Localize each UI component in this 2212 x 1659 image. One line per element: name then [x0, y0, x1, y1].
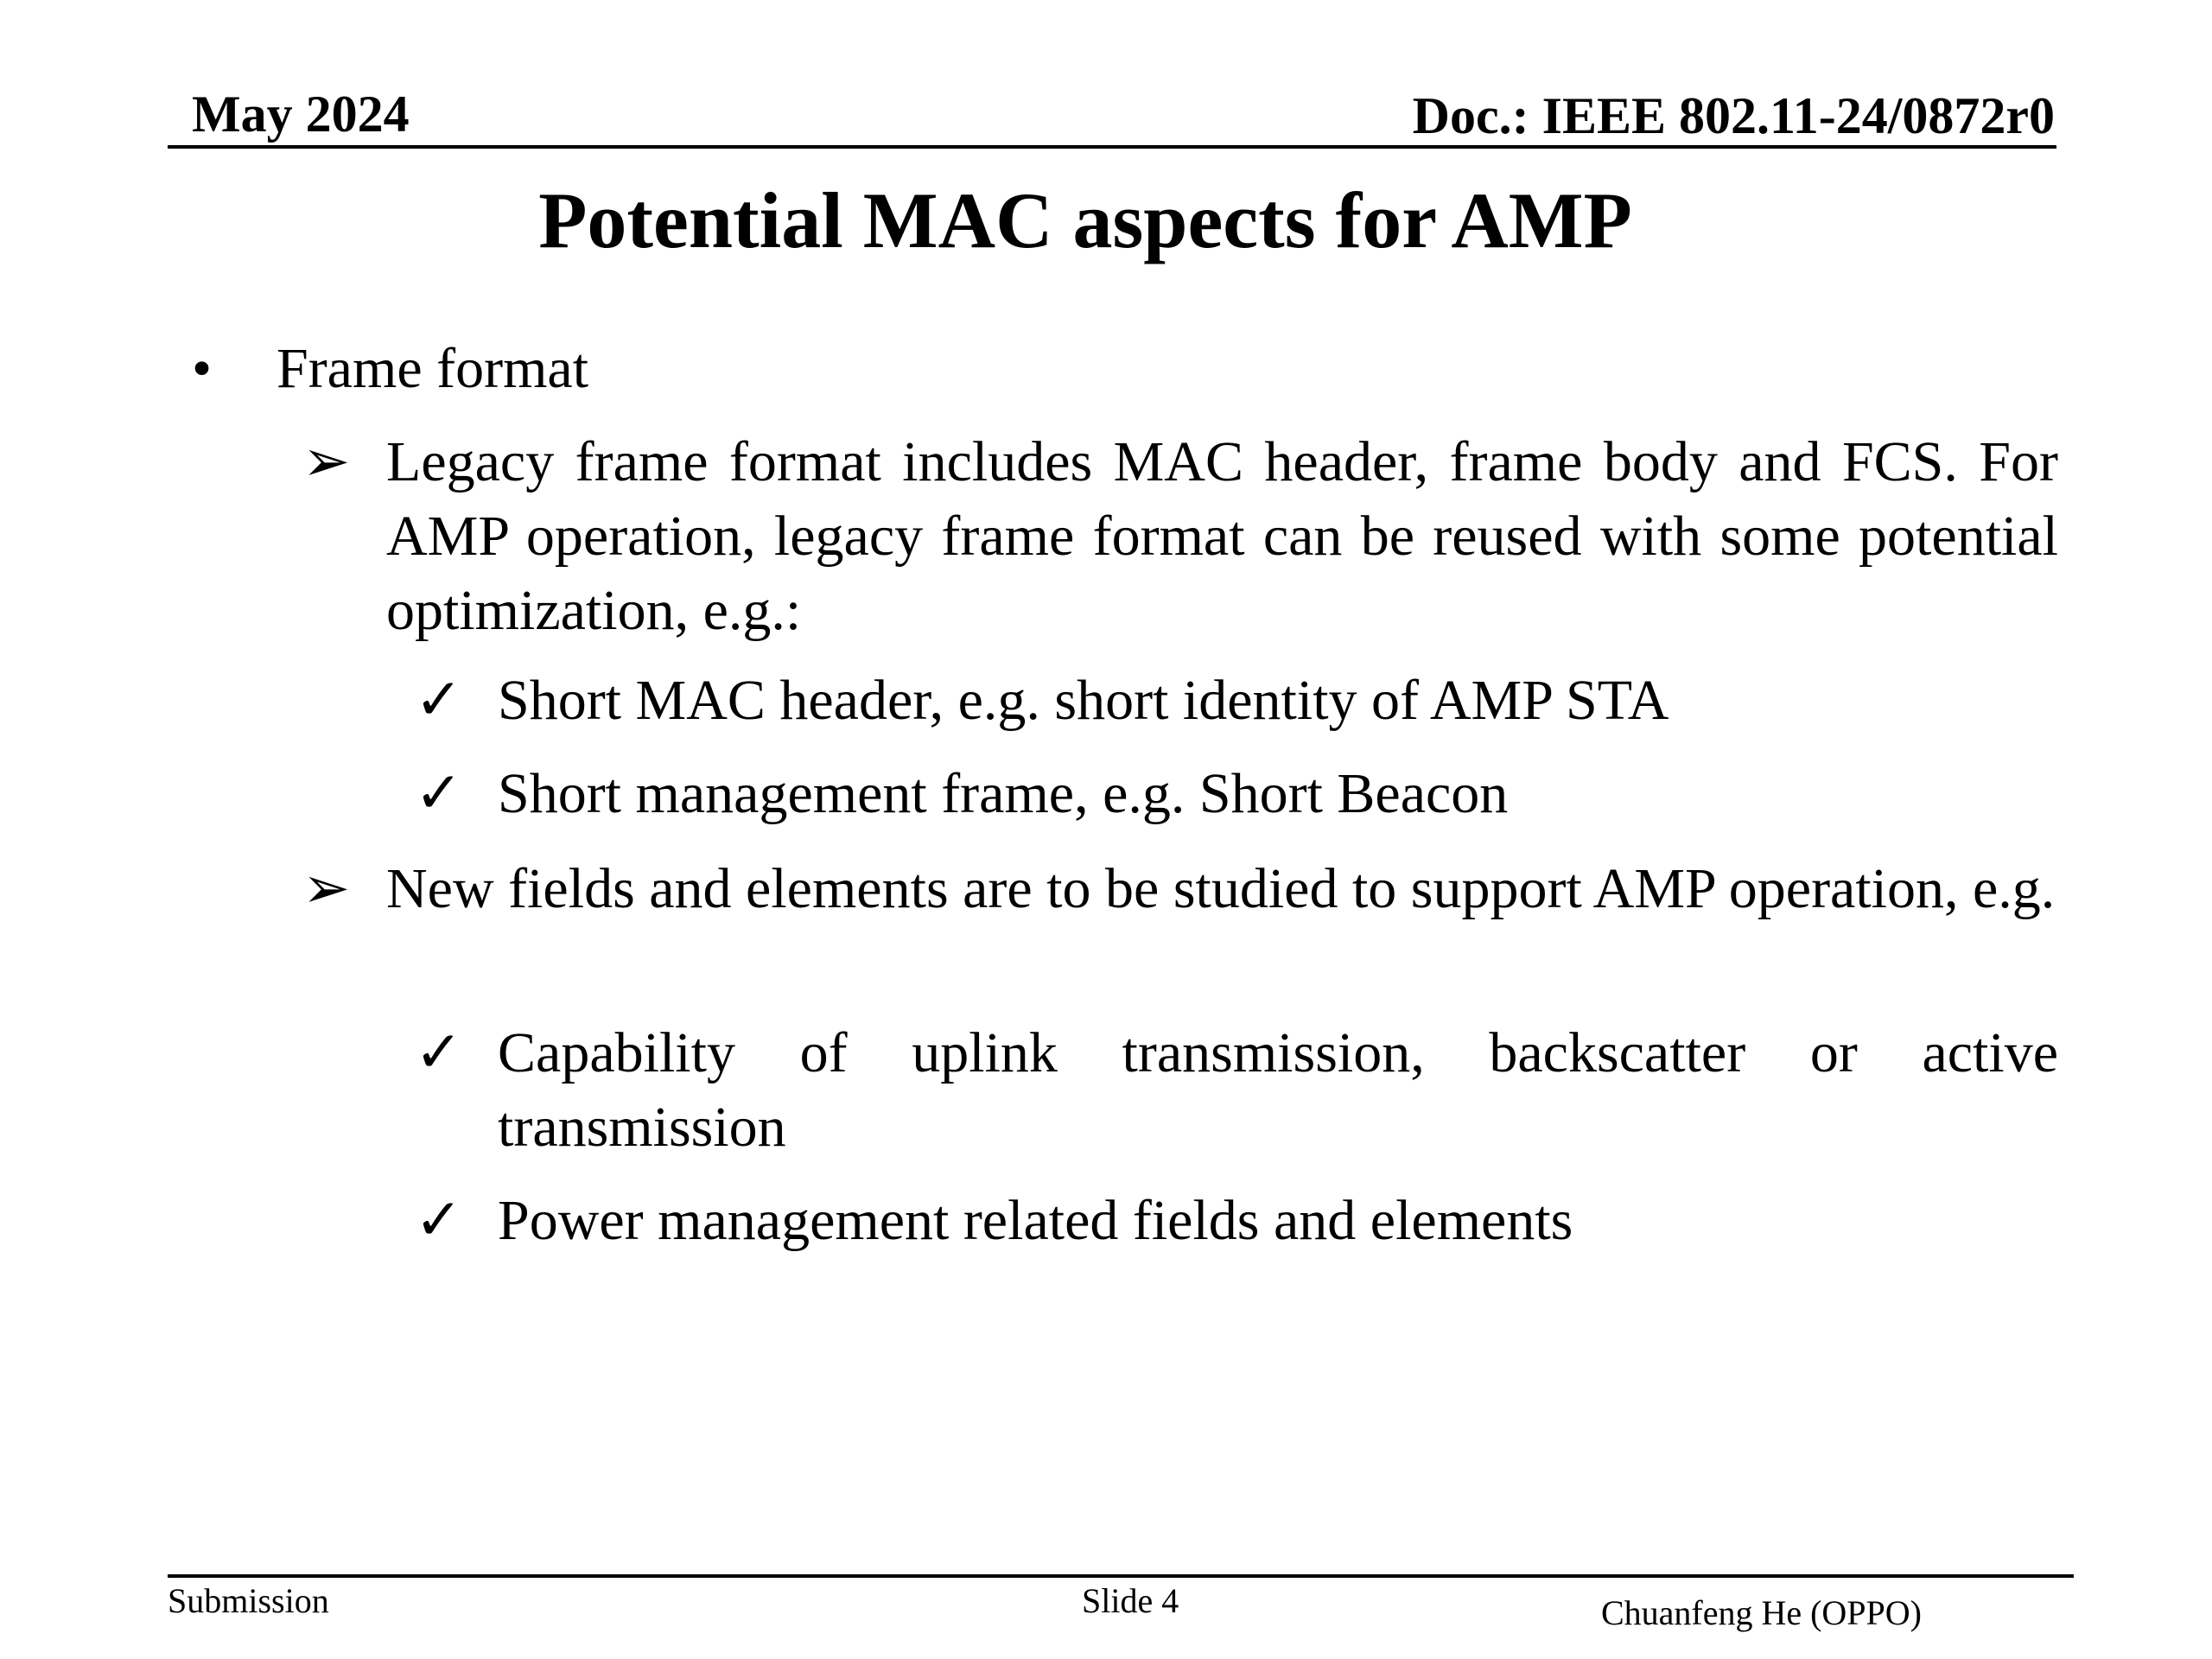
arrowhead-bullet-icon: ➢: [302, 430, 351, 493]
subbullet-new-fields: [302, 852, 2058, 926]
subbullet-legacy-frame-format: [302, 425, 2058, 648]
footer-slide-number: Slide 4: [1082, 1581, 1179, 1620]
footer-submission: Submission: [168, 1581, 329, 1620]
header-divider: [168, 145, 2056, 149]
check-item-text: Power management related fields and elements: [498, 1189, 1573, 1252]
arrowhead-bullet-icon: ➢: [302, 857, 351, 920]
header-date: May 2024: [192, 86, 410, 143]
bullet-frame-format: [192, 332, 2058, 406]
check-item-uplink-capability: [415, 1016, 2058, 1165]
check-item-short-mac-header: [415, 664, 2058, 738]
checkmark-icon: ✓: [415, 762, 463, 825]
subbullet-text: New fields and elements are to be studied to support AMP operation, e.g.: [386, 857, 2056, 920]
check-item-text: Capability of uplink transmission, backscatter or active transmission: [498, 1021, 2058, 1159]
header-document-id: Doc.: IEEE 802.11-24/0872r0: [1412, 87, 2055, 144]
slide-title: Potential MAC aspects for AMP: [538, 176, 1632, 264]
check-item-text: Short MAC header, e.g. short identity of AMP STA: [498, 669, 1669, 732]
bullet-text: Frame format: [276, 337, 589, 400]
footer-author: Chuanfeng He (OPPO): [1600, 1593, 1922, 1632]
checkmark-icon: ✓: [415, 1021, 463, 1084]
subbullet-text: Legacy frame format includes MAC header, frame body and FCS. For AMP operation, legacy frame format can be reused with some potential optimization, e.g.:: [386, 430, 2058, 642]
bullet-dot-icon: •: [192, 337, 213, 400]
check-item-text: Short management frame, e.g. Short Beacon: [498, 762, 1509, 825]
check-item-short-management-frame: [415, 757, 2058, 831]
check-item-power-management: [415, 1184, 2058, 1258]
checkmark-icon: ✓: [415, 1189, 463, 1252]
footer-divider: [168, 1574, 2074, 1578]
checkmark-icon: ✓: [415, 669, 463, 732]
